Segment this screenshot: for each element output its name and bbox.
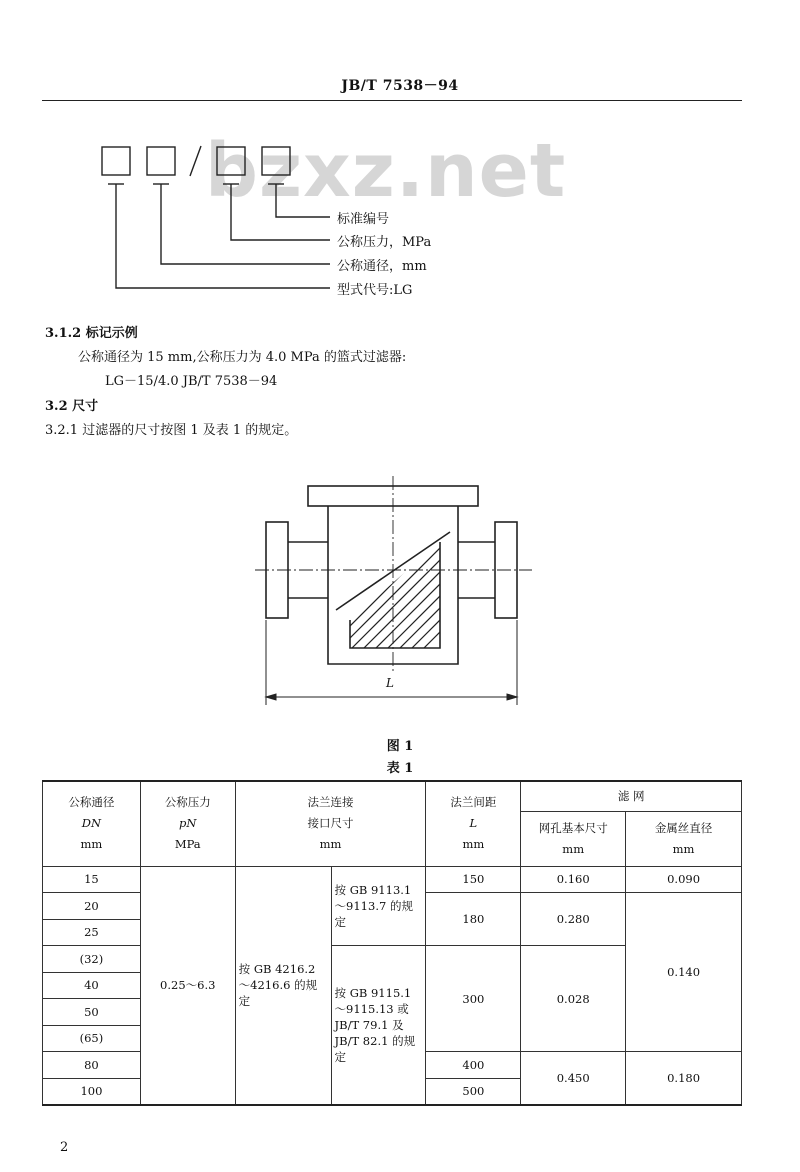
slash-mark bbox=[190, 146, 201, 176]
filter-drawing bbox=[240, 470, 550, 715]
figure-caption: 图 1 bbox=[386, 739, 414, 754]
box-type-code bbox=[102, 147, 130, 175]
basket-screen-hatch bbox=[304, 540, 532, 660]
length-cell: 400 bbox=[426, 1052, 521, 1079]
legend-type-code: 型式代号:LG bbox=[337, 283, 413, 298]
legend-standard-number: 标准编号 bbox=[337, 212, 390, 227]
designation-diagram bbox=[95, 140, 475, 310]
box-standard-number bbox=[262, 147, 290, 175]
example-designation: LG－15/4.0 JB/T 7538－94 bbox=[105, 374, 278, 389]
flange-gb9115-cell: 按 GB 9115.1 ～9115.13 或 JB/T 79.1 及 JB/T 82.1 的规定 bbox=[331, 946, 426, 1105]
page-number: 2 bbox=[60, 1140, 69, 1155]
spec-table bbox=[42, 780, 742, 1106]
dn-cell: 20 bbox=[43, 893, 141, 920]
header-mesh-size: 网孔基本尺寸 mm bbox=[521, 811, 626, 866]
header-flange-connection: 法兰连接 接口尺寸 mm bbox=[235, 781, 426, 866]
box-nominal-diameter bbox=[147, 147, 175, 175]
pressure-range-cell: 0.25～6.3 bbox=[140, 866, 235, 1105]
header-flange-distance: 法兰间距 L mm bbox=[426, 781, 521, 866]
length-cell: 500 bbox=[426, 1078, 521, 1105]
dn-cell: 15 bbox=[43, 866, 141, 893]
section-3-2-1-text: 3.2.1 过滤器的尺寸按图 1 及表 1 的规定。 bbox=[45, 423, 298, 438]
dn-cell: 25 bbox=[43, 919, 141, 946]
page-header: JB/T 7538－94 bbox=[341, 78, 459, 94]
table-row bbox=[43, 866, 742, 893]
table-caption: 表 1 bbox=[386, 761, 414, 776]
legend-nominal-diameter: 公称通径，mm bbox=[337, 259, 427, 274]
dn-cell: 50 bbox=[43, 999, 141, 1026]
dimension-label-L: L bbox=[386, 676, 394, 690]
dn-cell: 40 bbox=[43, 972, 141, 999]
dn-cell: (65) bbox=[43, 1025, 141, 1052]
mesh-cell: 0.450 bbox=[521, 1052, 626, 1105]
filter-basket bbox=[350, 542, 440, 648]
mesh-cell: 0.028 bbox=[521, 946, 626, 1052]
box-nominal-pressure bbox=[217, 147, 245, 175]
header-nominal-diameter: 公称通径 DN mm bbox=[43, 781, 141, 866]
wire-cell: 0.090 bbox=[626, 866, 742, 893]
wire-cell: 0.180 bbox=[626, 1052, 742, 1105]
mesh-cell: 0.160 bbox=[521, 866, 626, 893]
header-screen: 滤 网 bbox=[521, 781, 742, 811]
length-cell: 180 bbox=[426, 893, 521, 946]
section-3-1-2-heading: 3.1.2 标记示例 bbox=[45, 326, 138, 341]
wire-cell: 0.140 bbox=[626, 893, 742, 1052]
flange-gb4216-cell: 按 GB 4216.2 ～4216.6 的规定 bbox=[235, 866, 331, 1105]
dn-cell: (32) bbox=[43, 946, 141, 973]
dn-cell: 100 bbox=[43, 1078, 141, 1105]
header-wire-diameter: 金属丝直径 mm bbox=[626, 811, 742, 866]
legend-nominal-pressure: 公称压力，MPa bbox=[337, 235, 432, 250]
dn-cell: 80 bbox=[43, 1052, 141, 1079]
watermark: bzxz.net bbox=[205, 128, 567, 214]
length-cell: 300 bbox=[426, 946, 521, 1052]
length-cell: 150 bbox=[426, 866, 521, 893]
flange-gb9113-cell: 按 GB 9113.1 ～9113.7 的规定 bbox=[331, 866, 426, 946]
header-nominal-pressure: 公称压力 pN MPa bbox=[140, 781, 235, 866]
header-rule bbox=[42, 100, 742, 101]
mesh-cell: 0.280 bbox=[521, 893, 626, 946]
example-description: 公称通径为 15 mm,公称压力为 4.0 MPa 的篮式过滤器: bbox=[78, 350, 407, 365]
section-3-2-heading: 3.2 尺寸 bbox=[45, 399, 99, 414]
